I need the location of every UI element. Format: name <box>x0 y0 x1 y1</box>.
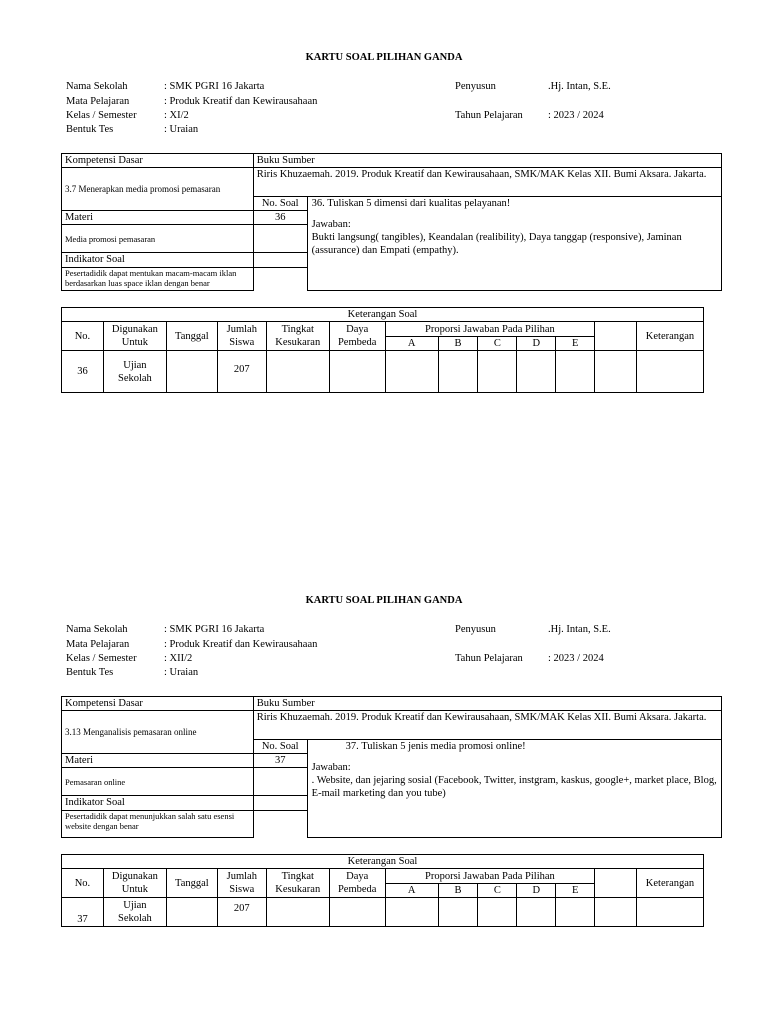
col-jumlah-siswa: Jumlah Siswa <box>217 869 266 898</box>
opt-e: E <box>556 884 595 898</box>
materi-value: Media promosi pemasaran <box>62 225 254 253</box>
mata-pelajaran-label: Mata Pelajaran <box>66 96 130 107</box>
bentuk-tes-value: : Uraian <box>164 667 199 678</box>
col-no: No. <box>62 322 104 351</box>
empty-cell <box>595 351 637 393</box>
mata-pelajaran-value: : Produk Kreatif dan Kewirausahaan <box>164 639 318 650</box>
col-digunakan: Digunakan Untuk <box>103 322 166 351</box>
buku-sumber-value: Riris Khuzaemah. 2019. Produk Kreatif dan Kewirausahaan, SMK/MAK Kelas XII. Bumi Aksara. Jakarta. <box>253 711 721 740</box>
soal-card-2 <box>0 543 768 943</box>
tahun-label: Tahun Pelajaran <box>455 110 523 121</box>
kompetensi-dasar-value: 3.13 Menganalisis pemasaran online <box>62 711 254 754</box>
empty-cell <box>556 898 595 927</box>
empty-cell <box>266 351 329 393</box>
kelas-value: : XII/2 <box>164 653 193 664</box>
empty-cell <box>636 898 703 927</box>
col-proporsi: Proporsi Jawaban Pada Pilihan <box>385 322 594 337</box>
empty-cell <box>478 351 517 393</box>
empty-cell <box>636 351 703 393</box>
buku-sumber-value: Riris Khuzaemah. 2019. Produk Kreatif dan Kewirausahaan, SMK/MAK Kelas XII. Bumi Aksara. Jakarta. <box>253 168 721 197</box>
empty-cell <box>595 322 637 351</box>
nama-sekolah-value: : SMK PGRI 16 Jakarta <box>164 81 265 92</box>
kelas-label: Kelas / Semester <box>66 653 137 664</box>
opt-a: A <box>385 884 438 898</box>
opt-b: B <box>438 884 478 898</box>
col-tanggal: Tanggal <box>166 869 217 898</box>
indikator-label: Indikator Soal <box>62 796 254 811</box>
keterangan-title: Keterangan Soal <box>62 308 704 322</box>
empty-cell <box>517 898 556 927</box>
col-daya-pembeda: Daya Pembeda <box>329 869 385 898</box>
opt-b: B <box>438 337 478 351</box>
no-soal-value: 36 <box>253 211 307 225</box>
keterangan-title: Keterangan Soal <box>62 855 704 869</box>
col-jumlah-siswa: Jumlah Siswa <box>217 322 266 351</box>
materi-value: Pemasaran online <box>62 768 254 796</box>
empty-cell <box>253 796 307 811</box>
card-title: KARTU SOAL PILIHAN GANDA <box>305 52 463 63</box>
nama-sekolah-label: Nama Sekolah <box>66 624 128 635</box>
empty-cell <box>595 898 637 927</box>
soal-main-table <box>61 153 722 291</box>
empty-cell <box>266 898 329 927</box>
empty-cell <box>595 869 637 898</box>
penyusun-value: .Hj. Intan, S.E. <box>548 81 611 92</box>
card-title: KARTU SOAL PILIHAN GANDA <box>305 595 463 606</box>
no-soal-value: 37 <box>253 754 307 768</box>
row-jumlah: 207 <box>217 351 266 393</box>
indikator-value: Pesertadidik dapat mentukan macam-macam iklan berdasarkan luas space iklan dengan benar <box>62 268 254 291</box>
question-cell <box>307 740 721 838</box>
opt-e: E <box>556 337 595 351</box>
opt-c: C <box>478 884 517 898</box>
empty-cell <box>253 225 307 253</box>
keterangan-table <box>61 854 704 927</box>
penyusun-label: Penyusun <box>455 624 496 635</box>
kompetensi-dasar-label: Kompetensi Dasar <box>62 697 254 711</box>
question-text: 37. Tuliskan 5 jenis media promosi online! <box>345 741 526 752</box>
empty-cell <box>253 268 307 291</box>
materi-label: Materi <box>62 754 254 768</box>
indikator-value: Pesertadidik dapat menunjukkan salah satu esensi website dengan benar <box>62 811 254 838</box>
col-tingkat-kesukaran: Tingkat Kesukaran <box>266 869 329 898</box>
no-soal-label: No. Soal <box>253 740 307 754</box>
bentuk-tes-label: Bentuk Tes <box>66 124 114 135</box>
jawaban-label: Jawaban: <box>311 762 351 773</box>
question-text: 36. Tuliskan 5 dimensi dari kualitas pelayanan! <box>311 198 511 209</box>
no-soal-label: No. Soal <box>253 197 307 211</box>
jawaban-text: Bukti langsung( tangibles), Keandalan (realibility), Daya tanggap (responsive), Jaminan (assurance) dan Empati (empathy). <box>311 232 682 256</box>
opt-d: D <box>517 337 556 351</box>
empty-cell <box>329 898 385 927</box>
jawaban-label: Jawaban: <box>311 219 351 230</box>
mata-pelajaran-label: Mata Pelajaran <box>66 639 130 650</box>
empty-cell <box>556 351 595 393</box>
kelas-value: : XI/2 <box>164 110 189 121</box>
row-tanggal <box>166 898 217 927</box>
kelas-label: Kelas / Semester <box>66 110 137 121</box>
empty-cell <box>385 898 438 927</box>
bentuk-tes-label: Bentuk Tes <box>66 667 114 678</box>
nama-sekolah-label: Nama Sekolah <box>66 81 128 92</box>
empty-cell <box>253 253 307 268</box>
empty-cell <box>478 898 517 927</box>
row-digunakan: Ujian Sekolah <box>103 351 166 393</box>
empty-cell <box>253 768 307 796</box>
penyusun-value: .Hj. Intan, S.E. <box>548 624 611 635</box>
col-digunakan: Digunakan Untuk <box>103 869 166 898</box>
empty-cell <box>517 351 556 393</box>
mata-pelajaran-value: : Produk Kreatif dan Kewirausahaan <box>164 96 318 107</box>
col-no: No. <box>62 869 104 898</box>
col-tanggal: Tanggal <box>166 322 217 351</box>
question-cell <box>307 197 721 291</box>
penyusun-label: Penyusun <box>455 81 496 92</box>
col-proporsi: Proporsi Jawaban Pada Pilihan <box>385 869 594 884</box>
soal-card-1 <box>0 0 768 420</box>
kompetensi-dasar-value: 3.7 Menerapkan media promosi pemasaran <box>62 168 254 211</box>
tahun-value: : 2023 / 2024 <box>548 653 604 664</box>
materi-label: Materi <box>62 211 254 225</box>
col-daya-pembeda: Daya Pembeda <box>329 322 385 351</box>
col-keterangan: Keterangan <box>636 322 703 351</box>
indikator-label: Indikator Soal <box>62 253 254 268</box>
col-tingkat-kesukaran: Tingkat Kesukaran <box>266 322 329 351</box>
empty-cell <box>385 351 438 393</box>
opt-c: C <box>478 337 517 351</box>
opt-d: D <box>517 884 556 898</box>
empty-cell <box>329 351 385 393</box>
row-no: 36 <box>62 351 104 393</box>
tahun-label: Tahun Pelajaran <box>455 653 523 664</box>
empty-cell <box>438 898 478 927</box>
row-jumlah: 207 <box>217 898 266 927</box>
row-tanggal <box>166 351 217 393</box>
soal-main-table <box>61 696 722 838</box>
buku-sumber-label: Buku Sumber <box>253 697 721 711</box>
opt-a: A <box>385 337 438 351</box>
tahun-value: : 2023 / 2024 <box>548 110 604 121</box>
jawaban-text: . Website, dan jejaring sosial (Facebook, Twitter, instgram, kaskus, google+, market place, Blog, E-mail marketing dan you tube) <box>311 775 717 799</box>
empty-cell <box>253 811 307 838</box>
keterangan-table <box>61 307 704 393</box>
buku-sumber-label: Buku Sumber <box>253 154 721 168</box>
row-digunakan: Ujian Sekolah <box>103 898 166 927</box>
kompetensi-dasar-label: Kompetensi Dasar <box>62 154 254 168</box>
nama-sekolah-value: : SMK PGRI 16 Jakarta <box>164 624 265 635</box>
empty-cell <box>438 351 478 393</box>
row-no: 37 <box>62 898 104 927</box>
col-keterangan: Keterangan <box>636 869 703 898</box>
bentuk-tes-value: : Uraian <box>164 124 199 135</box>
